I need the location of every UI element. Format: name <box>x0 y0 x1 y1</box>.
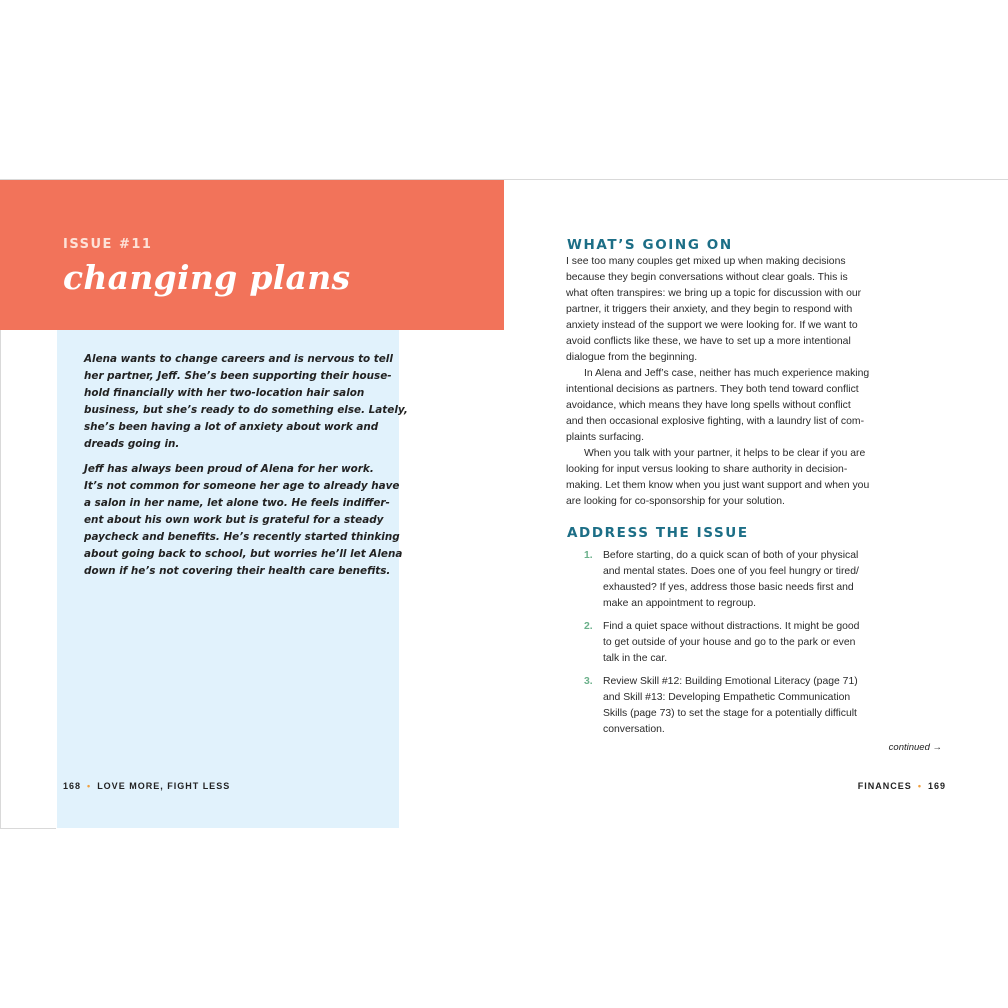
right-page-footer <box>858 781 946 791</box>
left-page-footer <box>63 781 230 791</box>
step-number: 2. <box>584 621 593 632</box>
body-line: and then occasional explosive fighting, with a laundry list of com- <box>566 416 865 427</box>
body-line: because they begin conversations without clear goals. This is <box>566 272 848 283</box>
body-line: plaints surfacing. <box>566 432 644 443</box>
body-line: avoidance, which means they have long spells without conflict <box>566 400 851 411</box>
bullet-dot-icon: • <box>87 781 92 791</box>
section-body-whats-going-on <box>566 254 896 510</box>
section-heading-whats-going-on: WHAT’S GOING ON <box>567 237 733 253</box>
step-line: exhausted? If yes, address those basic needs first and <box>603 582 854 593</box>
body-line: are looking for co-sponsorship for your solution. <box>566 496 785 507</box>
issue-title: changing plans <box>63 258 351 297</box>
body-line: When you talk with your partner, it helps to be clear if you are <box>584 448 866 459</box>
continued-note: continued → <box>888 742 942 753</box>
list-item <box>566 619 896 667</box>
body-line: partner, it triggers their anxiety, and they begin to respond with <box>566 304 853 315</box>
story-paragraph <box>84 351 408 453</box>
step-line: Skills (page 73) to set the stage for a potentially difficult <box>603 708 857 719</box>
story-line: Jeff has always been proud of Alena for her work. <box>84 463 374 475</box>
step-line: Review Skill #12: Building Emotional Literacy (page 71) <box>603 676 858 687</box>
step-number: 3. <box>584 676 593 687</box>
story-line: business, but she’s ready to do something else. Lately, <box>84 404 408 416</box>
step-line: and mental states. Does one of you feel hungry or tired/ <box>603 566 859 577</box>
story-text <box>84 351 408 588</box>
story-line: she’s been having a lot of anxiety about work and <box>84 421 379 433</box>
bullet-dot-icon: • <box>917 781 922 791</box>
body-line: dialogue from the beginning. <box>566 352 698 363</box>
body-line: intentional decisions as partners. They both tend toward conflict <box>566 384 859 395</box>
body-line: looking for input versus looking to share authority in decision- <box>566 464 848 475</box>
story-line: dreads going in. <box>84 438 180 450</box>
story-line: It’s not common for someone her age to already have <box>84 480 400 492</box>
body-line: avoid conflicts like these, we have to set up a more intentional <box>566 336 851 347</box>
body-line: I see too many couples get mixed up when making decisions <box>566 256 846 267</box>
page-edge <box>0 828 56 829</box>
story-line: her partner, Jeff. She’s been supporting their house- <box>84 370 392 382</box>
steps-list <box>566 548 896 745</box>
list-item <box>566 674 896 738</box>
story-line: about going back to school, but worries he’ll let Alena <box>84 548 403 560</box>
section-heading-address-the-issue: ADDRESS THE ISSUE <box>567 525 749 541</box>
step-line: make an appointment to regroup. <box>603 598 757 609</box>
step-number: 1. <box>584 550 593 561</box>
issue-label: ISSUE #11 <box>63 237 153 252</box>
right-running-title: FINANCES <box>857 781 912 791</box>
story-line: paycheck and benefits. He’s recently started thinking <box>84 531 400 543</box>
body-line: making. Let them know when you just want support and when you <box>566 480 870 491</box>
step-line: Find a quiet space without distractions. It might be good <box>603 621 860 632</box>
step-line: talk in the car. <box>603 653 668 664</box>
issue-header-banner <box>0 180 504 330</box>
body-line: In Alena and Jeff’s case, neither has much experience making <box>584 368 870 379</box>
story-line: hold financially with her two-location hair salon <box>84 387 365 399</box>
story-paragraph <box>84 461 403 580</box>
step-line: to get outside of your house and go to the park or even <box>603 637 856 648</box>
step-line: Before starting, do a quick scan of both of your physical <box>603 550 859 561</box>
story-line: Alena wants to change careers and is nervous to tell <box>84 353 393 365</box>
body-line: anxiety instead of the support we were looking for. If we want to <box>566 320 858 331</box>
story-line: a salon in her name, let alone two. He feels indiffer- <box>84 497 390 509</box>
body-line: what often transpires: we bring up a topic for discussion with our <box>566 288 862 299</box>
right-page-number: 169 <box>927 781 946 791</box>
story-line: ent about his own work but is grateful for a steady <box>84 514 384 526</box>
story-line: down if he’s not covering their health care benefits. <box>84 565 391 577</box>
left-running-title: LOVE MORE, FIGHT LESS <box>97 781 231 791</box>
list-item <box>566 548 896 612</box>
step-line: conversation. <box>603 724 665 735</box>
step-line: and Skill #13: Developing Empathetic Communication <box>603 692 851 703</box>
left-page-number: 168 <box>63 781 82 791</box>
